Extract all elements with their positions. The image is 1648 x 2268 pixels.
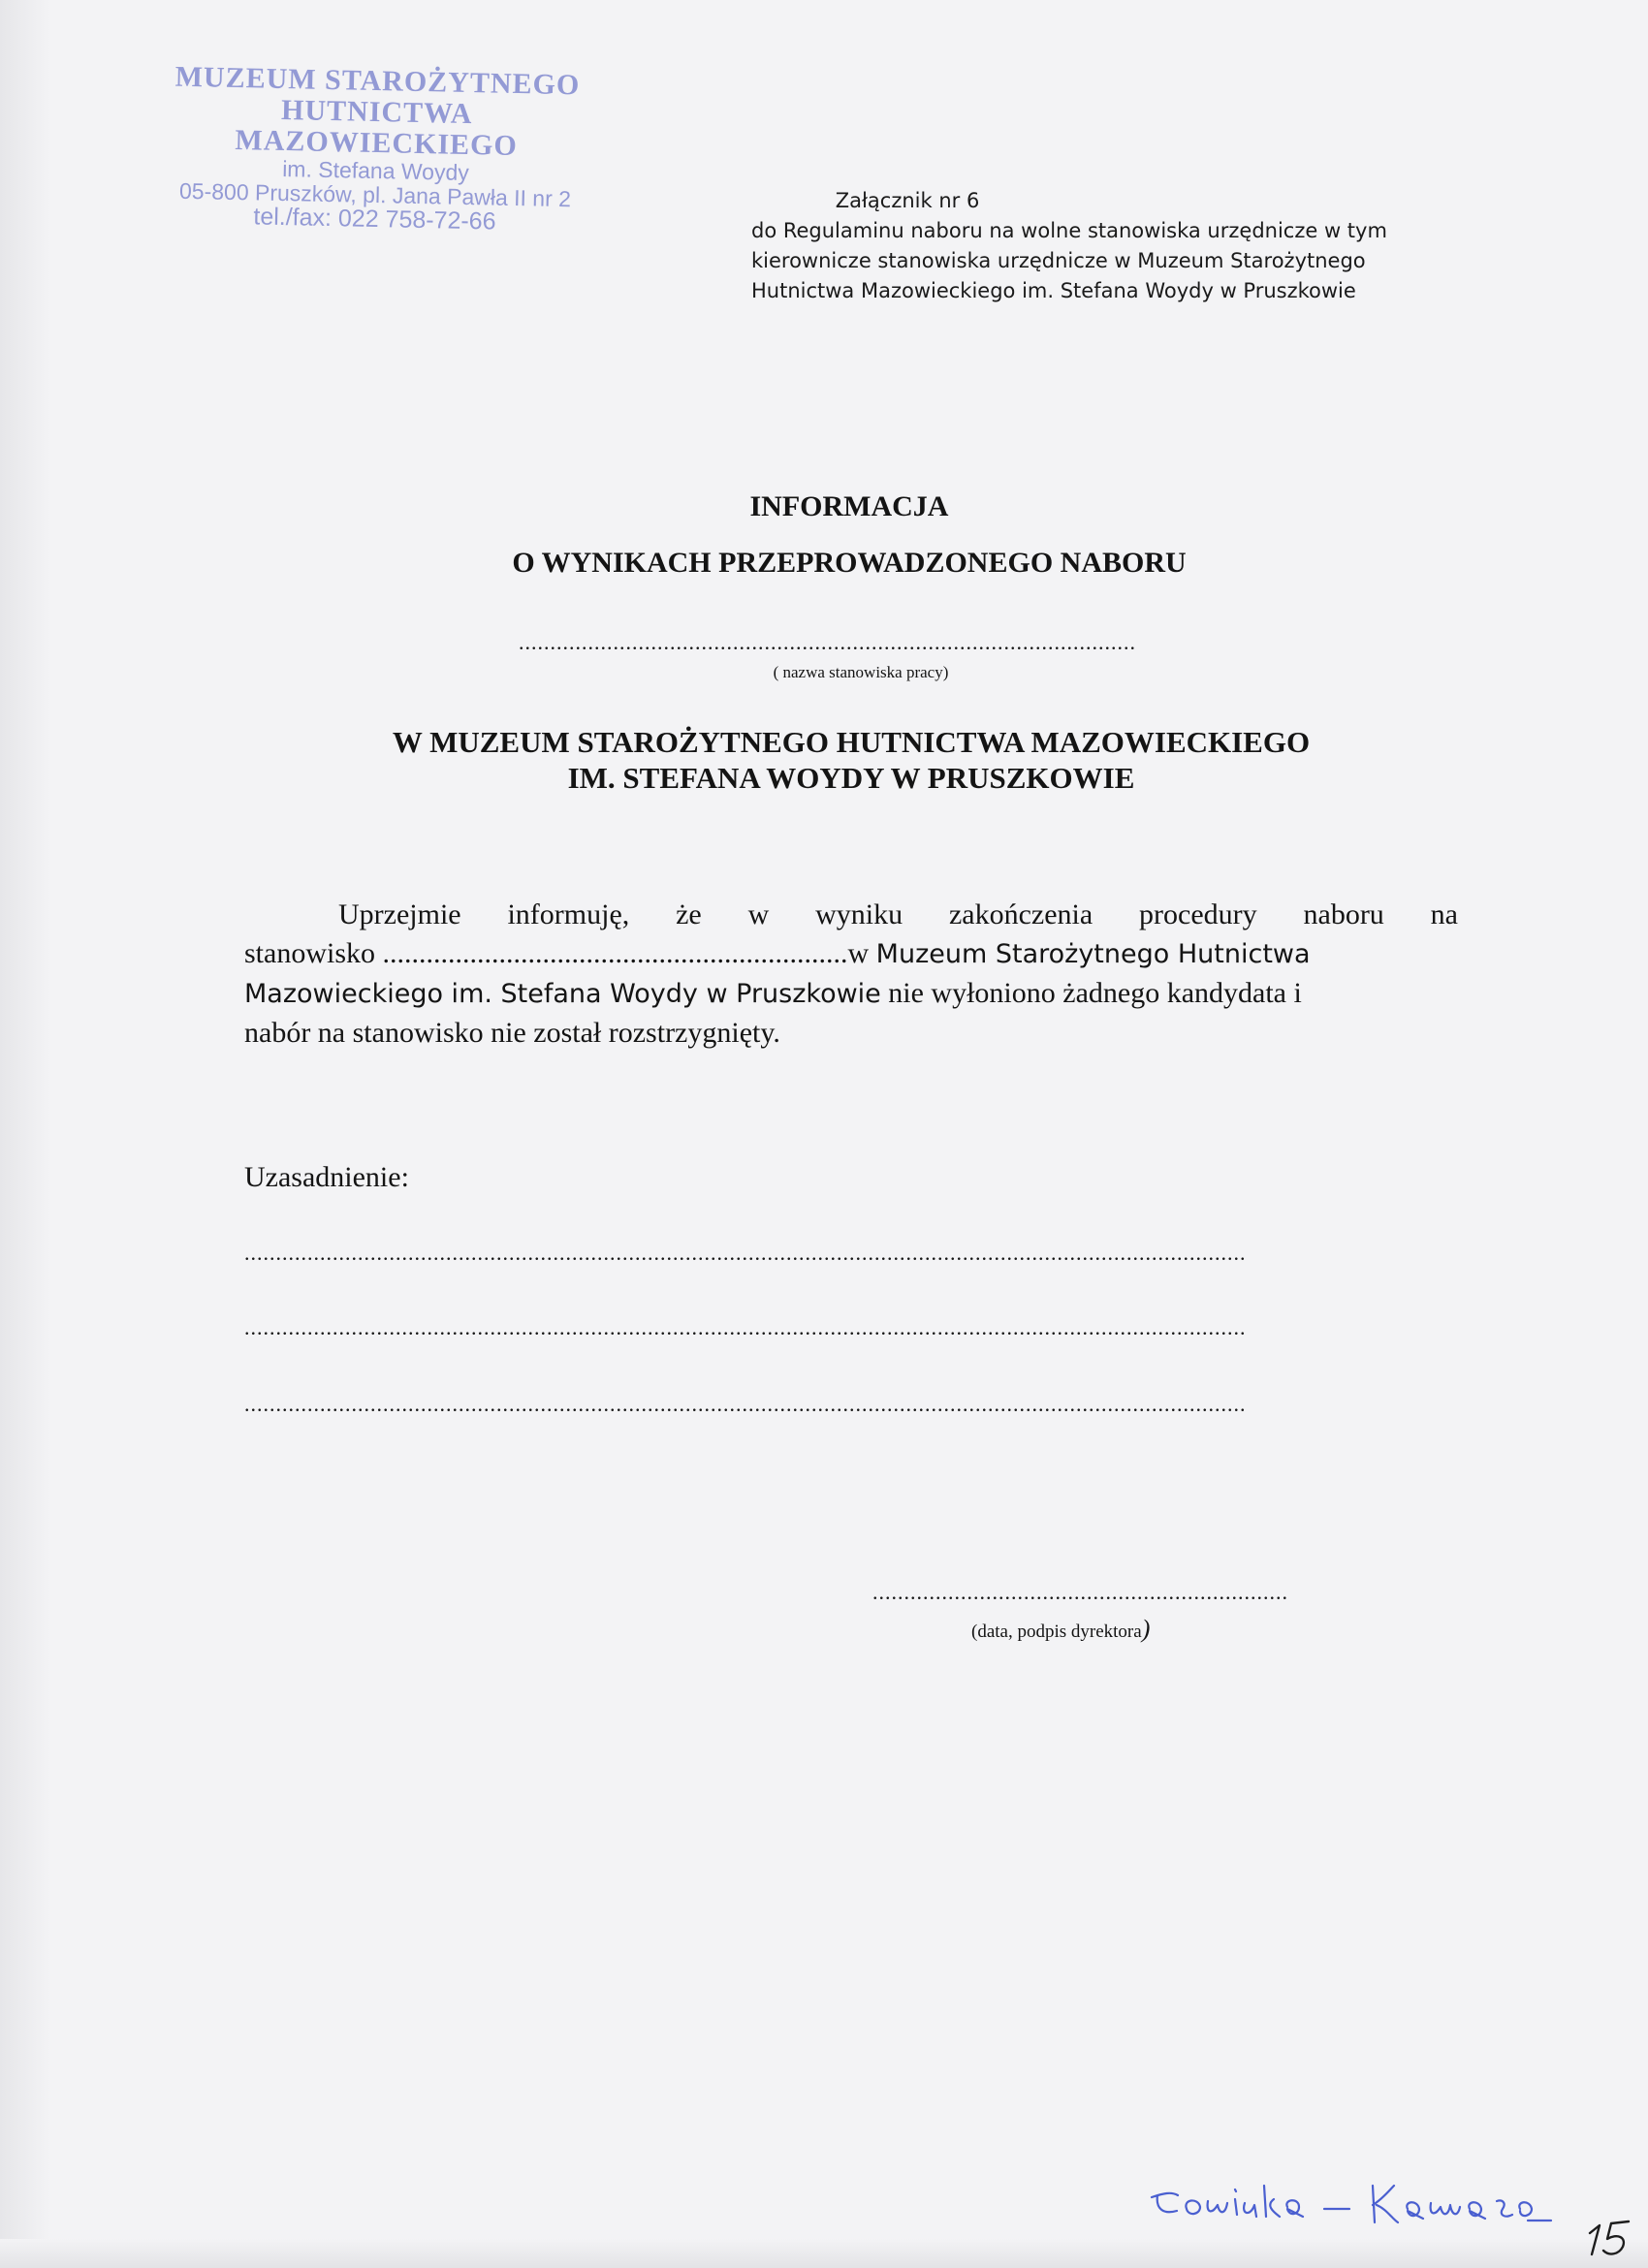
stamp-line: 05-800 Pruszków, pl. Jana Pawła II nr 2	[178, 177, 572, 212]
word: procedury	[1139, 898, 1257, 930]
word: informuję,	[507, 898, 630, 930]
text: stanowisko ................................................................w	[244, 937, 876, 969]
paragraph-line-4: nabór na stanowisko nie został rozstrzygnięty.	[244, 1017, 780, 1049]
text: Muzeum Starożytnego Hutnictwa	[875, 939, 1311, 969]
document-subtitle: O WYNIKACH PRZEPROWADZONEGO NABORU	[512, 547, 1187, 579]
word: na	[1430, 898, 1458, 930]
word: zakończenia	[948, 898, 1093, 930]
handwritten-signature	[1144, 2176, 1561, 2234]
word: że	[676, 898, 702, 930]
word: Uprzejmie	[338, 898, 461, 930]
stamp-line: tel./fax: 022 758-72-66	[253, 203, 496, 236]
text: nie wyłoniono żadnego kandydata i	[880, 977, 1302, 1009]
attachment-line: kierownicze stanowiska urzędnicze w Muzeum Starożytnego	[751, 249, 1366, 272]
museum-stamp	[161, 61, 590, 236]
stamp-line: im. Stefana Woydy	[281, 155, 470, 186]
museum-heading-line: IM. STEFANA WOYDY W PRUSZKOWIE	[567, 761, 1135, 795]
scan-edge	[0, 0, 50, 2268]
scan-edge-bottom	[0, 2239, 1648, 2268]
paragraph-line-1	[338, 896, 1458, 934]
stamp-line: HUTNICTWA MAZOWIECKIEGO	[235, 93, 519, 163]
justification-field-line[interactable]: ...............................................................................................................................................................	[244, 1315, 1247, 1339]
paragraph-line-2	[244, 934, 1458, 974]
museum-heading-line: W MUZEUM STAROŻYTNEGO HUTNICTWA MAZOWIECKIEGO	[392, 725, 1311, 759]
position-name-caption: ( nazwa stanowiska pracy)	[773, 663, 949, 681]
caption-paren: )	[1141, 1615, 1151, 1643]
body-paragraph	[244, 896, 1458, 1053]
stamp-line: MUZEUM STAROŻYTNEGO	[174, 60, 581, 102]
handwritten-page-number	[1582, 2212, 1640, 2262]
caption-text: (data, podpis dyrektora	[971, 1622, 1142, 1642]
attachment-note	[751, 186, 1488, 306]
attachment-line: Hutnictwa Mazowieckiego im. Stefana Woydy w Pruszkowie	[751, 279, 1356, 302]
paragraph-line-3	[244, 974, 1458, 1014]
word: naboru	[1303, 898, 1384, 930]
signature-caption	[971, 1615, 1150, 1644]
justification-field-line[interactable]: ...............................................................................................................................................................	[244, 1241, 1247, 1265]
text: Mazowieckiego im. Stefana Woydy w Pruszkowie	[244, 979, 881, 1009]
justification-field-line[interactable]: ...............................................................................................................................................................	[244, 1392, 1247, 1416]
attachment-number: Załącznik nr 6	[835, 189, 980, 212]
position-name-field[interactable]: ..................................................................................................	[519, 630, 1136, 654]
signature-field[interactable]: ..................................................................	[872, 1580, 1288, 1604]
word: wyniku	[815, 898, 903, 930]
document-title: INFORMACJA	[749, 490, 949, 522]
justification-label: Uzasadnienie:	[244, 1161, 409, 1193]
word: w	[747, 898, 770, 930]
attachment-line: do Regulaminu naboru na wolne stanowiska urzędnicze w tym	[751, 219, 1387, 242]
